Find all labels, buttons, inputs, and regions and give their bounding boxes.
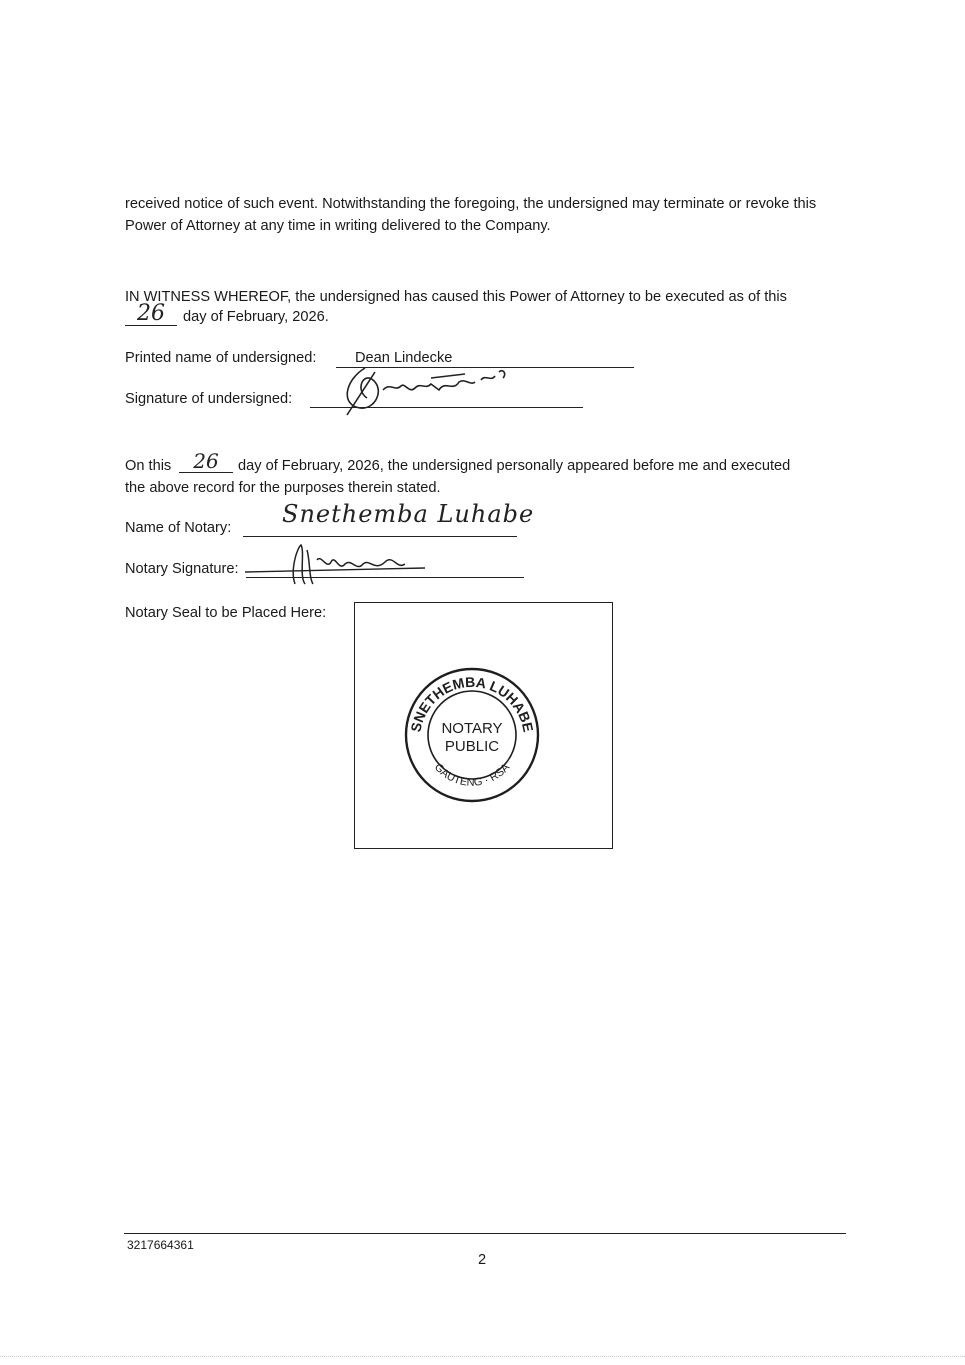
footer-rule — [124, 1233, 846, 1234]
notary-day-suffix: day of February, 2026, the undersigned personally appeared before me and executed — [238, 458, 791, 474]
witness-day-handwritten: 26 — [125, 303, 177, 326]
notary-name-label: Name of Notary: — [125, 520, 232, 536]
notary-signature — [235, 540, 435, 590]
notary-seal-box — [354, 602, 613, 849]
printed-name-value: Dean Lindecke — [355, 350, 453, 366]
svg-text:GAUTENG · RSA — [432, 761, 513, 789]
notary-day-handwritten: 26 — [179, 450, 233, 473]
seal-center-line-1: NOTARY — [441, 720, 503, 737]
witness-line-1: IN WITNESS WHEREOF, the undersigned has caused this Power of Attorney to be executed as of this — [125, 289, 787, 305]
scan-edge — [0, 1356, 965, 1357]
seal-bottom-arc: GAUTENG · RSA — [431, 761, 513, 789]
notary-on-this: On this — [125, 458, 172, 474]
notary-signature-label: Notary Signature: — [125, 561, 239, 577]
doc-number: 3217664361 — [127, 1238, 194, 1252]
seal-top-arc: SNETHEMBA LUHABE — [407, 673, 537, 734]
notary-line-2: the above record for the purposes therein stated. — [125, 480, 441, 496]
witness-day-suffix: day of February, 2026. — [183, 309, 329, 325]
notary-statement — [125, 449, 850, 502]
notary-seal-stamp — [402, 665, 542, 805]
continuation-paragraph: received notice of such event. Notwithstanding the foregoing, the undersigned may terminate or revoke this Power of Attorney at any time in writing delivered to the Company. — [125, 196, 817, 234]
seal-center-line-2: PUBLIC — [444, 738, 500, 755]
undersigned-signature — [335, 360, 515, 420]
notary-seal-label: Notary Seal to be Placed Here: — [125, 605, 327, 621]
page-number: 2 — [478, 1252, 487, 1268]
signature-label: Signature of undersigned: — [125, 391, 293, 407]
notary-name-handwritten: Snethemba Luhabe — [282, 500, 535, 528]
printed-name-label: Printed name of undersigned: — [125, 350, 317, 366]
witness-date-line — [125, 301, 525, 331]
